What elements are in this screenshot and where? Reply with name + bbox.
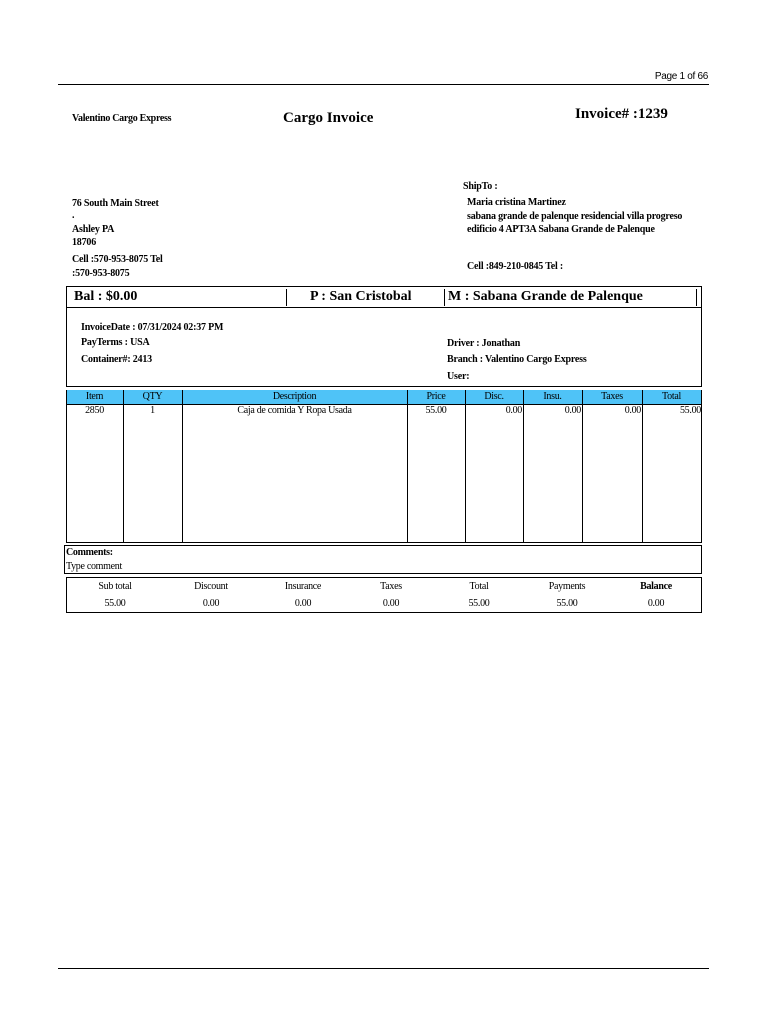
cell-item: 2850	[85, 405, 104, 416]
taxes-label: Taxes	[380, 581, 402, 592]
comments-input[interactable]: Type comment	[66, 561, 122, 572]
insurance-label: Insurance	[284, 581, 322, 592]
items-table-bottom	[66, 542, 702, 543]
header-description: Description	[272, 391, 317, 402]
sender-city: Ashley PA	[72, 224, 115, 235]
ship-to-name: Maria cristina Martinez	[467, 197, 566, 208]
header-item: Item	[85, 391, 104, 402]
sender-zip: 18706	[72, 237, 97, 248]
user: User:	[447, 371, 470, 382]
document-title: Cargo Invoice	[283, 110, 374, 126]
header-disc: Disc.	[484, 391, 504, 402]
driver: Driver : Jonathan	[447, 338, 521, 349]
pickup-location: P : San Cristobal	[310, 289, 412, 304]
balance-value: 0.00	[647, 598, 665, 609]
balance-label: Bal : $0.00	[74, 289, 138, 304]
invoice-info-box	[66, 308, 702, 387]
taxes-value: 0.00	[382, 598, 400, 609]
payments-value: 55.00	[556, 598, 578, 609]
cell-description: Caja de comida Y Ropa Usada	[237, 405, 352, 416]
cell-qty: 1	[150, 405, 155, 416]
balance-summary-label: Balance	[640, 581, 672, 592]
top-rule	[58, 84, 709, 85]
discount-label: Discount	[194, 581, 228, 592]
summary-separator	[286, 289, 287, 306]
container-number: Container#: 2413	[81, 354, 152, 365]
cell-price: 55.00	[425, 405, 447, 416]
page-number: Page 1 of 66	[654, 71, 708, 82]
branch: Branch : Valentino Cargo Express	[447, 354, 587, 365]
destination-location: M : Sabana Grande de Palenque	[448, 289, 643, 304]
pay-terms: PayTerms : USA	[81, 337, 150, 348]
company-name: Valentino Cargo Express	[72, 113, 172, 124]
ship-to-address1: sabana grande de palenque residencial villa progreso	[467, 211, 683, 222]
subtotal-label: Sub total	[98, 581, 132, 592]
total-label: Total	[469, 581, 489, 592]
header-taxes: Taxes	[601, 391, 623, 402]
comments-label: Comments:	[66, 547, 113, 558]
sender-street: 76 South Main Street	[72, 198, 159, 209]
totals-box	[66, 577, 702, 613]
invoice-date: InvoiceDate : 07/31/2024 02:37 PM	[81, 322, 224, 333]
cell-disc: 0.00	[505, 405, 522, 416]
subtotal-value: 55.00	[104, 598, 126, 609]
column-border	[701, 390, 702, 543]
summary-bar	[66, 286, 702, 308]
header-insu: Insu.	[543, 391, 562, 402]
cell-taxes: 0.00	[624, 405, 641, 416]
payments-label: Payments	[548, 581, 586, 592]
ship-to-phone: Cell :849-210-0845 Tel :	[467, 261, 564, 272]
header-qty: QTY	[142, 391, 163, 402]
comments-box	[64, 545, 702, 574]
cell-insu: 0.00	[564, 405, 581, 416]
ship-to-label: ShipTo :	[463, 181, 498, 192]
sender-phone-line1: Cell :570-953-8075 Tel	[72, 254, 163, 265]
header-total: Total	[662, 391, 681, 402]
ship-to-address2: edificio 4 APT3A Sabana Grande de Palenque	[467, 224, 655, 235]
total-value: 55.00	[468, 598, 490, 609]
sender-line2: .	[72, 210, 75, 221]
items-table	[66, 390, 702, 543]
insurance-value: 0.00	[294, 598, 312, 609]
bottom-rule	[58, 968, 709, 969]
summary-separator	[444, 289, 445, 306]
invoice-number: Invoice# :1239	[575, 106, 668, 122]
header-price: Price	[426, 391, 446, 402]
discount-value: 0.00	[202, 598, 220, 609]
cell-total: 55.00	[679, 405, 701, 416]
sender-phone-line2: :570-953-8075	[72, 268, 130, 279]
summary-separator	[696, 289, 697, 306]
